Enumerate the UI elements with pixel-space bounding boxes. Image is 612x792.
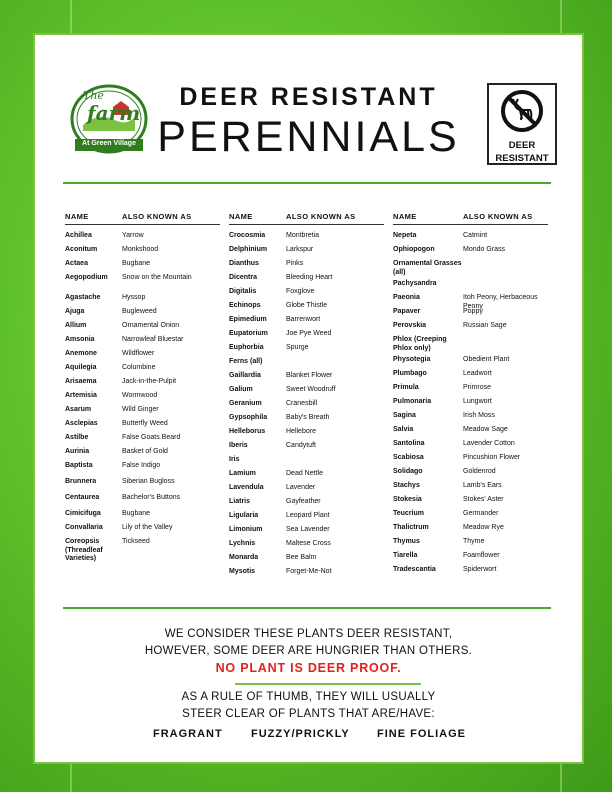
title-line-2: PERENNIALS bbox=[157, 113, 460, 161]
plant-name: Salvia bbox=[393, 426, 414, 433]
plant-row bbox=[229, 344, 384, 353]
plant-row bbox=[229, 414, 384, 423]
plant-name: Scabiosa bbox=[393, 454, 424, 461]
plant-name: Amsonia bbox=[65, 336, 95, 343]
plant-name: Ferns (all) bbox=[229, 358, 263, 365]
warning-text: NO PLANT IS DEER PROOF. bbox=[215, 661, 402, 675]
plant-common-name: Irish Moss bbox=[463, 412, 495, 419]
column-header bbox=[393, 212, 548, 225]
plant-row bbox=[229, 316, 384, 325]
plant-name: Thalictrum bbox=[393, 524, 429, 531]
plant-row bbox=[393, 260, 548, 277]
plant-name: Ligularia bbox=[229, 512, 259, 519]
plant-common-name: False Indigo bbox=[122, 462, 161, 469]
plant-row bbox=[65, 378, 220, 387]
plant-name: Galium bbox=[229, 386, 253, 393]
plant-name: Dicentra bbox=[229, 274, 258, 281]
deer-resistant-badge bbox=[487, 83, 557, 165]
plant-row bbox=[393, 232, 548, 241]
plant-common-name: Bugleweed bbox=[122, 308, 157, 315]
plant-row bbox=[65, 462, 220, 471]
plant-row bbox=[393, 370, 548, 379]
plant-row bbox=[393, 538, 548, 547]
plant-common-name: Wormwood bbox=[122, 392, 158, 399]
plant-common-name: Wild Ginger bbox=[122, 406, 159, 413]
plant-row bbox=[65, 336, 220, 345]
plant-name: Liatris bbox=[229, 498, 251, 505]
plant-row bbox=[65, 246, 220, 255]
plant-name: Crocosmia bbox=[229, 232, 266, 239]
plant-common-name: Snow on the Mountain bbox=[122, 274, 192, 281]
plant-common-name: Forget-Me-Not bbox=[286, 568, 332, 575]
plant-name: Nepeta bbox=[393, 232, 417, 239]
plant-row bbox=[229, 330, 384, 339]
plant-name: Stokesia bbox=[393, 496, 422, 503]
plant-common-name: Monkshood bbox=[122, 246, 159, 253]
plant-common-name: Candytuft bbox=[286, 442, 316, 449]
plant-common-name: Tickseed bbox=[122, 538, 150, 545]
plant-column-1 bbox=[65, 212, 220, 562]
footer-line-2: HOWEVER, SOME DEER ARE HUNGRIER THAN OTHERS. bbox=[144, 645, 473, 657]
plant-name: Pulmonaria bbox=[393, 398, 432, 405]
header-name: NAME bbox=[393, 212, 417, 221]
plant-common-name: Bugbane bbox=[122, 260, 151, 267]
plant-row bbox=[65, 434, 220, 443]
plant-name: Digitalis bbox=[229, 288, 257, 295]
plant-common-name: Leopard Plant bbox=[286, 512, 330, 519]
plant-name: Asclepias bbox=[65, 420, 98, 427]
plant-row bbox=[65, 350, 220, 359]
plant-name: Anemone bbox=[65, 350, 97, 357]
plant-common-name: Larkspur bbox=[286, 246, 314, 253]
plant-common-name: Bachelor's Buttons bbox=[122, 494, 181, 501]
plant-name: Centaurea bbox=[65, 494, 100, 501]
plant-common-name: Sweet Woodruff bbox=[286, 386, 336, 393]
plant-common-name: Sea Lavender bbox=[286, 526, 330, 533]
warning-underline bbox=[235, 683, 421, 685]
logo-tagline: At Green Village bbox=[82, 140, 136, 147]
plant-name: Euphorbia bbox=[229, 344, 264, 351]
plant-row bbox=[393, 412, 548, 421]
plant-common-name bbox=[286, 358, 384, 367]
plant-common-name: Russian Sage bbox=[463, 322, 507, 329]
footer-line-1: WE CONSIDER THESE PLANTS DEER RESISTANT, bbox=[164, 628, 453, 640]
plant-name: Stachys bbox=[393, 482, 420, 489]
plant-common-name: Lily of the Valley bbox=[122, 524, 173, 531]
plant-common-name: Gayfeather bbox=[286, 498, 321, 505]
plant-row bbox=[393, 308, 548, 317]
plant-row bbox=[229, 232, 384, 241]
plant-row bbox=[393, 496, 548, 505]
plant-common-name: Narrowleaf Bluestar bbox=[122, 336, 184, 343]
plant-common-name: Montbretia bbox=[286, 232, 320, 239]
plant-row bbox=[65, 478, 220, 487]
plant-row bbox=[229, 260, 384, 269]
plant-row bbox=[229, 302, 384, 311]
plant-name: Iberis bbox=[229, 442, 248, 449]
plant-row bbox=[229, 442, 384, 451]
plant-row bbox=[393, 336, 548, 353]
plant-row bbox=[65, 510, 220, 519]
plant-common-name: Ornamental Onion bbox=[122, 322, 180, 329]
plant-row bbox=[65, 308, 220, 317]
plant-common-name: Mondo Grass bbox=[463, 246, 506, 253]
plant-name: Delphinium bbox=[229, 246, 268, 253]
header-also-known-as: ALSO KNOWN AS bbox=[122, 212, 192, 221]
plant-row bbox=[229, 428, 384, 437]
plant-common-name: Basket of Gold bbox=[122, 448, 168, 455]
plant-name: Brunnera bbox=[65, 478, 97, 485]
plant-common-name: Meadow Sage bbox=[463, 426, 508, 433]
plant-name: Perovskia bbox=[393, 322, 427, 329]
plant-common-name: Bleeding Heart bbox=[286, 274, 333, 281]
plant-common-name: Siberian Bugloss bbox=[122, 478, 175, 485]
plant-common-name: Germander bbox=[463, 510, 499, 517]
plant-row bbox=[393, 440, 548, 449]
plant-common-name bbox=[463, 260, 548, 277]
plant-row bbox=[393, 356, 548, 365]
plant-row bbox=[229, 358, 384, 367]
plant-common-name: Cranesbill bbox=[286, 400, 318, 407]
plant-common-name: Spiderwort bbox=[463, 566, 497, 573]
footer-line-3: AS A RULE OF THUMB, THEY WILL USUALLY bbox=[181, 691, 436, 703]
plant-name: Paeonia bbox=[393, 294, 420, 301]
plant-name: Plumbago bbox=[393, 370, 427, 377]
plant-name: Artemisia bbox=[65, 392, 97, 399]
plant-row bbox=[65, 538, 220, 564]
plant-row bbox=[229, 512, 384, 521]
plant-common-name: Dead Nettle bbox=[286, 470, 323, 477]
plant-common-name bbox=[463, 336, 548, 353]
plant-common-name: Pinks bbox=[286, 260, 304, 267]
plant-row bbox=[393, 398, 548, 407]
plant-common-name: Barrenwort bbox=[286, 316, 321, 323]
plant-row bbox=[393, 510, 548, 519]
plant-common-name: Maltese Cross bbox=[286, 540, 331, 547]
plant-common-name: Bugbane bbox=[122, 510, 151, 517]
plant-common-name: Pincushion Flower bbox=[463, 454, 521, 461]
plant-row bbox=[393, 482, 548, 491]
plant-common-name: False Goats Beard bbox=[122, 434, 181, 441]
plant-name: Ophiopogon bbox=[393, 246, 435, 253]
trait-fine-foliage: FINE FOLIAGE bbox=[377, 728, 466, 740]
column-header bbox=[229, 212, 384, 225]
plant-name: Iris bbox=[229, 456, 240, 463]
plant-row bbox=[229, 568, 384, 577]
plant-row bbox=[393, 322, 548, 331]
plant-name: Cimicifuga bbox=[65, 510, 101, 517]
plant-row bbox=[65, 494, 220, 503]
plant-row bbox=[65, 392, 220, 401]
plant-common-name: Hyssop bbox=[122, 294, 146, 301]
plant-row bbox=[393, 426, 548, 435]
plant-common-name: Blanket Flower bbox=[286, 372, 333, 379]
plant-name: Helleborus bbox=[229, 428, 266, 435]
plant-name: Papaver bbox=[393, 308, 421, 315]
plant-common-name: Butterfly Weed bbox=[122, 420, 168, 427]
plant-name: Arisaema bbox=[65, 378, 97, 385]
plant-name: Pachysandra bbox=[393, 280, 437, 287]
header-also-known-as: ALSO KNOWN AS bbox=[286, 212, 356, 221]
plant-row bbox=[229, 540, 384, 549]
header-name: NAME bbox=[65, 212, 89, 221]
plant-name: Epimedium bbox=[229, 316, 267, 323]
column-header bbox=[65, 212, 220, 225]
plant-row bbox=[229, 554, 384, 563]
plant-common-name: Joe Pye Weed bbox=[286, 330, 332, 337]
plant-row bbox=[229, 400, 384, 409]
plant-common-name: Lavender bbox=[286, 484, 316, 491]
plant-name: Geranium bbox=[229, 400, 262, 407]
plant-row bbox=[229, 372, 384, 381]
plant-name: Agastache bbox=[65, 294, 101, 301]
plant-row bbox=[229, 456, 384, 465]
plant-common-name: Thyme bbox=[463, 538, 485, 545]
plant-common-name: Itoh Peony, Herbaceous Peony bbox=[463, 294, 538, 310]
plant-common-name: Meadow Rye bbox=[463, 524, 504, 531]
plant-name: Achillea bbox=[65, 232, 92, 239]
plant-common-name: Lavender Cotton bbox=[463, 440, 515, 447]
plant-row bbox=[229, 470, 384, 479]
plant-name: Solidago bbox=[393, 468, 423, 475]
plant-row bbox=[65, 274, 220, 283]
plant-column-3 bbox=[393, 212, 548, 573]
plant-column-2 bbox=[229, 212, 384, 575]
plant-common-name: Yarrow bbox=[122, 232, 144, 239]
trait-fuzzy-prickly: FUZZY/PRICKLY bbox=[251, 728, 350, 740]
no-deer-icon bbox=[500, 89, 544, 133]
plant-name: Santolina bbox=[393, 440, 425, 447]
footer-line-4: STEER CLEAR OF PLANTS THAT ARE/HAVE: bbox=[182, 708, 435, 720]
plant-name: Thymus bbox=[393, 538, 420, 545]
plant-common-name: Poppy bbox=[463, 308, 483, 315]
plant-row bbox=[229, 484, 384, 493]
plant-name: Primula bbox=[393, 384, 419, 391]
plant-common-name: Obedient Plant bbox=[463, 356, 510, 363]
logo-farm: farm bbox=[87, 101, 141, 125]
plant-name: Aconitum bbox=[65, 246, 98, 253]
logo-the: The bbox=[83, 89, 104, 102]
plant-name: Lavendula bbox=[229, 484, 264, 491]
plant-row bbox=[65, 364, 220, 373]
plant-name: Phlox (Creeping Phlox only) bbox=[393, 336, 447, 352]
plant-common-name: Spurge bbox=[286, 344, 309, 351]
flyer-card bbox=[33, 33, 584, 764]
plant-name: Asarum bbox=[65, 406, 92, 413]
plant-name: Teucrium bbox=[393, 510, 424, 517]
plant-name: Limonium bbox=[229, 526, 263, 533]
plant-name: Lychnis bbox=[229, 540, 256, 547]
plant-row bbox=[65, 406, 220, 415]
header-also-known-as: ALSO KNOWN AS bbox=[463, 212, 533, 221]
plant-common-name bbox=[463, 280, 548, 289]
plant-name: Echinops bbox=[229, 302, 261, 309]
plant-row bbox=[393, 280, 548, 289]
plant-common-name: Leadwort bbox=[463, 370, 492, 377]
plant-name: Gaillardia bbox=[229, 372, 261, 379]
plant-common-name: Goldenrod bbox=[463, 468, 496, 475]
plant-row bbox=[65, 294, 220, 303]
badge-line-2: RESISTANT bbox=[495, 153, 549, 164]
plant-common-name: Primrose bbox=[463, 384, 492, 391]
plant-row bbox=[229, 288, 384, 297]
plant-name: Ornamental Grasses (all) bbox=[393, 260, 462, 276]
plant-name: Gypsophila bbox=[229, 414, 268, 421]
plant-name: Eupatorium bbox=[229, 330, 268, 337]
plant-row bbox=[65, 420, 220, 429]
plant-common-name: Foxglove bbox=[286, 288, 315, 295]
plant-row bbox=[393, 384, 548, 393]
plant-common-name: Jack-in-the-Pulpit bbox=[122, 378, 177, 385]
header-name: NAME bbox=[229, 212, 253, 221]
plant-common-name: Hellebore bbox=[286, 428, 316, 435]
plant-name: Tradescantia bbox=[393, 566, 436, 573]
plant-row bbox=[229, 526, 384, 535]
plant-row bbox=[65, 448, 220, 457]
plant-name: Astilbe bbox=[65, 434, 89, 441]
plant-name: Mysotis bbox=[229, 568, 256, 575]
plant-name: Aurinia bbox=[65, 448, 90, 455]
plant-common-name: Columbine bbox=[122, 364, 156, 371]
plant-row bbox=[393, 552, 548, 561]
plant-row bbox=[393, 524, 548, 533]
plant-row bbox=[393, 246, 548, 255]
plant-common-name: Stokes' Aster bbox=[463, 496, 504, 503]
plant-common-name: Lungwort bbox=[463, 398, 492, 405]
plant-name: Convallaria bbox=[65, 524, 103, 531]
plant-common-name: Lamb's Ears bbox=[463, 482, 502, 489]
plant-row bbox=[65, 524, 220, 533]
plant-row bbox=[393, 566, 548, 575]
plant-name: Ajuga bbox=[65, 308, 85, 315]
badge-line-1: DEER bbox=[508, 140, 536, 151]
title-line-1: DEER RESISTANT bbox=[179, 83, 438, 111]
plant-name: Coreopsis (Threadleaf Varieties) bbox=[65, 538, 103, 562]
plant-row bbox=[229, 274, 384, 283]
footer-divider bbox=[63, 607, 551, 609]
plant-common-name: Globe Thistle bbox=[286, 302, 328, 309]
plant-name: Baptista bbox=[65, 462, 93, 469]
plant-common-name: Wildflower bbox=[122, 350, 155, 357]
plant-row bbox=[65, 260, 220, 269]
plant-name: Aegopodium bbox=[65, 274, 108, 281]
plant-row bbox=[65, 232, 220, 241]
plant-name: Monarda bbox=[229, 554, 259, 561]
plant-row bbox=[393, 468, 548, 477]
plant-name: Tiarella bbox=[393, 552, 418, 559]
header-divider bbox=[63, 182, 551, 184]
plant-common-name: Catmint bbox=[463, 232, 488, 239]
plant-name: Actaea bbox=[65, 260, 88, 267]
plant-row bbox=[229, 386, 384, 395]
plant-name: Aquilegia bbox=[65, 364, 97, 371]
plant-common-name bbox=[286, 456, 384, 465]
plant-row bbox=[229, 246, 384, 255]
plant-name: Dianthus bbox=[229, 260, 259, 267]
plant-common-name: Foamflower bbox=[463, 552, 500, 559]
plant-row bbox=[393, 454, 548, 463]
plant-row bbox=[229, 498, 384, 507]
plant-name: Allium bbox=[65, 322, 87, 329]
plant-row bbox=[65, 322, 220, 331]
plant-name: Lamium bbox=[229, 470, 256, 477]
plant-common-name: Baby's Breath bbox=[286, 414, 330, 421]
trait-fragrant: FRAGRANT bbox=[153, 728, 223, 740]
plant-name: Physotegia bbox=[393, 356, 431, 363]
plant-name: Sagina bbox=[393, 412, 416, 419]
plant-common-name: Bee Balm bbox=[286, 554, 317, 561]
